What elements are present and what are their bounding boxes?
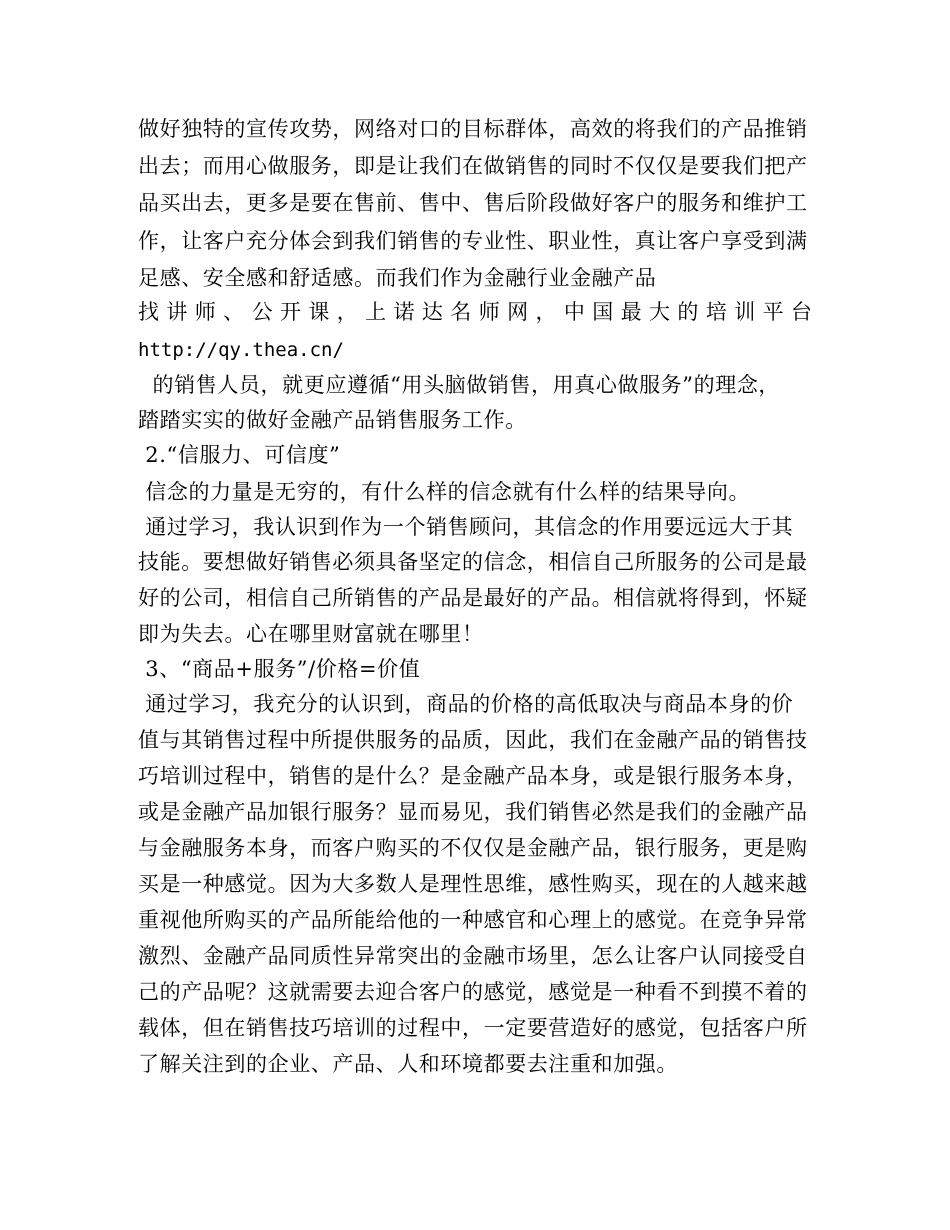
body-text-line: 通过学习，我充分的认识到，商品的价格的高低取决与商品本身的价 — [138, 692, 794, 716]
body-text-line: 信念的力量是无穷的，有什么样的信念就有什么样的结果导向。 — [138, 480, 751, 504]
body-text-line: 作，让客户充分体会到我们销售的专业性、职业性，真让客户享受到满 — [138, 229, 808, 253]
body-text-line: 技能。要想做好销售必须具备坚定的信念，相信自己所服务的公司是最 — [138, 550, 808, 574]
body-text-line: 好的公司，相信自己所销售的产品是最好的产品。相信就将得到，怀疑 — [138, 586, 808, 610]
body-text-line: 足感、安全感和舒适感。而我们作为金融行业金融产品 — [138, 266, 657, 290]
body-text-line: 即为失去。心在哪里财富就在哪里！ — [138, 622, 484, 646]
body-text-line: 巧培训过程中，销售的是什么？是金融产品本身，或是银行服务本身， — [138, 764, 808, 788]
advertisement-url: http://qy.thea.cn/ — [138, 339, 344, 361]
body-text-line: 重视他所购买的产品所能给他的一种感官和心理上的感觉。在竞争异常 — [138, 908, 808, 932]
body-text-line: 或是金融产品加银行服务？显而易见，我们销售必然是我们的金融产品 — [138, 800, 808, 824]
body-text-line: 的销售人员，就更应遵循“用头脑做销售，用真心做服务”的理念， — [138, 373, 781, 397]
section-heading: 2.“信服力、可信度” — [138, 443, 341, 467]
section-heading: 3、“商品+服务”/价格=价值 — [138, 657, 421, 681]
advertisement-line: 找讲师、公开课，上诺达名师网，中国最大的培训平台 — [138, 300, 812, 324]
body-text-line: 买是一种感觉。因为大多数人是理性思维，感性购买，现在的人越来越 — [138, 872, 808, 896]
body-text-line: 了解关注到的企业、产品、人和环境都要去注重和加强。 — [138, 1052, 678, 1076]
body-text-line: 值与其销售过程中所提供服务的品质，因此，我们在金融产品的销售技 — [138, 728, 808, 752]
body-text-line: 己的产品呢？这就需要去迎合客户的感觉，感觉是一种看不到摸不着的 — [138, 980, 808, 1004]
body-text-line: 出去；而用心做服务，即是让我们在做销售的同时不仅仅是要我们把产 — [138, 154, 808, 178]
body-text-line: 踏踏实实的做好金融产品销售服务工作。 — [138, 408, 527, 432]
body-text-line: 做好独特的宣传攻势，网络对口的目标群体，高效的将我们的产品推销 — [138, 117, 808, 141]
body-text-line: 品买出去，更多是要在售前、售中、售后阶段做好客户的服务和维护工 — [138, 191, 808, 215]
body-text-line: 与金融服务本身，而客户购买的不仅仅是金融产品，银行服务，更是购 — [138, 836, 808, 860]
body-text-line: 载体，但在销售技巧培训的过程中，一定要营造好的感觉，包括客户所 — [138, 1016, 808, 1040]
body-text-line: 激烈、金融产品同质性异常突出的金融市场里，怎么让客户认同接受自 — [138, 944, 808, 968]
body-text-line: 通过学习，我认识到作为一个销售顾问，其信念的作用要远远大于其 — [138, 515, 794, 539]
